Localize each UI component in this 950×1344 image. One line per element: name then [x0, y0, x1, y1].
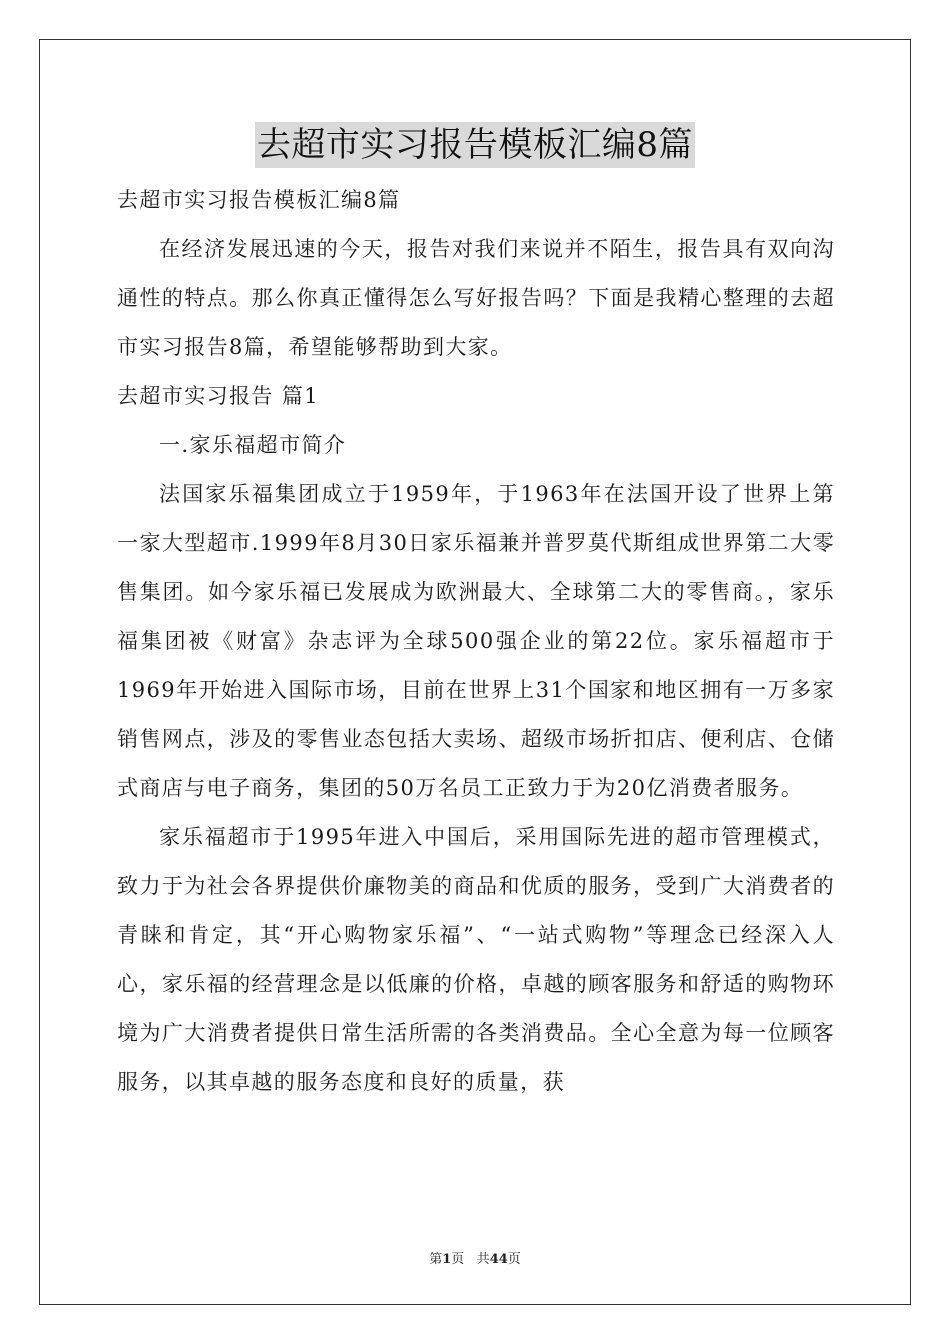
title-container [0, 122, 950, 168]
page-suffix: 页 [451, 1252, 465, 1267]
document-body [117, 176, 835, 1107]
total-prefix: 共 [476, 1252, 490, 1267]
total-suffix: 页 [507, 1252, 521, 1267]
document-subtitle: 去超市实习报告模板汇编8篇 [117, 188, 401, 212]
body-paragraph-2: 家乐福超市于1995年进入中国后，采用国际先进的超市管理模式，致力于为社会各界提供价廉物美的商品和优质的服务，受到广大消费者的青睐和肯定，其“开心购物家乐福”、“一站式购物”等理念已经深入人心，家乐福的经营理念是以低廉的价格，卓越的顾客服务和舒适的购物环境为广大消费者提供日常生活所需的各类消费品。全心全意为每一位顾客服务，以其卓越的服务态度和良好的质量，获 [117, 825, 835, 1094]
intro-paragraph: 在经济发展迅速的今天，报告对我们来说并不陌生，报告具有双向沟通性的特点。那么你真正懂得怎么写好报告吗？下面是我精心整理的去超市实习报告8篇，希望能够帮助到大家。 [117, 237, 835, 359]
document-title: 去超市实习报告模板汇编8篇 [255, 122, 695, 168]
page-prefix: 第 [429, 1252, 443, 1267]
section-heading: 去超市实习报告 篇1 [117, 384, 320, 408]
page-footer [0, 1248, 950, 1267]
total-pages: 44 [489, 1252, 508, 1267]
body-paragraph-1: 法国家乐福集团成立于1959年，于1963年在法国开设了世界上第一家大型超市.1999年8月30日家乐福兼并普罗莫代斯组成世界第二大零售集团。如今家乐福已发展成为欧洲最大、全球第二大的零售商。，家乐福集团被《财富》杂志评为全球500强企业的第22位。家乐福超市于1969年开始进入国际市场，目前在世界上31个国家和地区拥有一万多家销售网点，涉及的零售业态包括大卖场、超级市场折扣店、便利店、仓储式商店与电子商务，集团的50万名员工正致力于为20亿消费者服务。 [117, 482, 835, 800]
subheading: 一.家乐福超市简介 [159, 433, 347, 457]
page-number: 1 [442, 1252, 452, 1267]
